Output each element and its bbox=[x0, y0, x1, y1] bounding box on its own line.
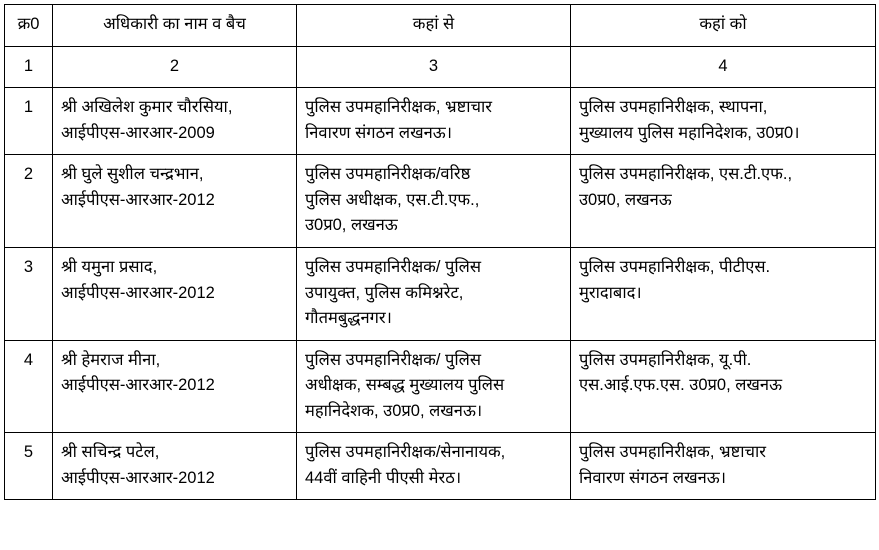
column-header-from: कहां से bbox=[297, 5, 571, 47]
text-line: पुलिस उपमहानिरीक्षक/वरिष्ठ bbox=[305, 165, 471, 184]
column-header-to: कहां को bbox=[571, 5, 876, 47]
row-officer-name bbox=[53, 340, 297, 433]
transfer-order-table bbox=[4, 4, 876, 500]
text-line: पुलिस उपमहानिरीक्षक, यू.पी. bbox=[579, 350, 752, 369]
column-header-officer-name: अधिकारी का नाम व बैच bbox=[53, 5, 297, 47]
text-line: आईपीएस-आरआर-2009 bbox=[61, 123, 215, 142]
text-line: आईपीएस-आरआर-2012 bbox=[61, 468, 215, 487]
text-line: आईपीएस-आरआर-2012 bbox=[61, 283, 215, 302]
row-serial: 3 bbox=[5, 247, 53, 340]
text-line: निवारण संगठन लखनऊ। bbox=[579, 468, 726, 487]
table-row bbox=[5, 247, 876, 340]
text-line: श्री हेमराज मीना, bbox=[61, 350, 161, 369]
text-line: पुलिस उपमहानिरीक्षक, भ्रष्टाचार bbox=[305, 98, 493, 117]
text-line: महानिदेशक, उ0प्र0, लखनऊ। bbox=[305, 401, 483, 420]
row-serial: 2 bbox=[5, 155, 53, 248]
text-line: श्री अखिलेश कुमार चौरसिया, bbox=[61, 98, 233, 117]
table-row bbox=[5, 88, 876, 155]
row-serial: 4 bbox=[5, 340, 53, 433]
row-officer-name bbox=[53, 88, 297, 155]
table-row bbox=[5, 433, 876, 500]
text-line: श्री घुले सुशील चन्द्रभान, bbox=[61, 165, 204, 184]
row-from bbox=[297, 247, 571, 340]
text-line: पुलिस उपमहानिरीक्षक, भ्रष्टाचार bbox=[579, 443, 767, 462]
row-from bbox=[297, 340, 571, 433]
table-body bbox=[5, 88, 876, 500]
table-row bbox=[5, 340, 876, 433]
text-line: पुलिस उपमहानिरीक्षक/सेनानायक, bbox=[305, 443, 506, 462]
row-from bbox=[297, 155, 571, 248]
row-to bbox=[571, 155, 876, 248]
text-line: 44वीं वाहिनी पीएसी मेरठ। bbox=[305, 468, 462, 487]
column-number-1: 1 bbox=[5, 46, 53, 88]
column-number-2: 2 bbox=[53, 46, 297, 88]
row-to bbox=[571, 433, 876, 500]
row-from bbox=[297, 88, 571, 155]
text-line: आईपीएस-आरआर-2012 bbox=[61, 376, 215, 395]
text-line: आईपीएस-आरआर-2012 bbox=[61, 190, 215, 209]
row-to bbox=[571, 247, 876, 340]
text-line: उ0प्र0, लखनऊ bbox=[579, 190, 672, 209]
table-row bbox=[5, 155, 876, 248]
row-to bbox=[571, 340, 876, 433]
row-serial: 5 bbox=[5, 433, 53, 500]
column-number-4: 4 bbox=[571, 46, 876, 88]
table-header-row bbox=[5, 5, 876, 47]
row-officer-name bbox=[53, 155, 297, 248]
text-line: उपायुक्त, पुलिस कमिश्नरेट, bbox=[305, 283, 464, 302]
text-line: पुलिस उपमहानिरीक्षक/ पुलिस bbox=[305, 350, 481, 369]
text-line: पुलिस अधीक्षक, एस.टी.एफ., bbox=[305, 190, 480, 209]
text-line: एस.आई.एफ.एस. उ0प्र0, लखनऊ bbox=[579, 376, 783, 395]
text-line: पुलिस उपमहानिरीक्षक/ पुलिस bbox=[305, 257, 481, 276]
column-number-3: 3 bbox=[297, 46, 571, 88]
text-line: पुलिस उपमहानिरीक्षक, पीटीएस. bbox=[579, 257, 771, 276]
text-line: पुलिस उपमहानिरीक्षक, स्थापना, bbox=[579, 98, 768, 117]
text-line: मुख्यालय पुलिस महानिदेशक, उ0प्र0। bbox=[579, 123, 800, 142]
text-line: गौतमबुद्धनगर। bbox=[305, 309, 392, 328]
text-line: उ0प्र0, लखनऊ bbox=[305, 216, 398, 235]
row-officer-name bbox=[53, 433, 297, 500]
text-line: पुलिस उपमहानिरीक्षक, एस.टी.एफ., bbox=[579, 165, 793, 184]
text-line: श्री यमुना प्रसाद, bbox=[61, 257, 158, 276]
column-header-serial: क्र0 bbox=[5, 5, 53, 47]
text-line: निवारण संगठन लखनऊ। bbox=[305, 123, 452, 142]
row-to bbox=[571, 88, 876, 155]
column-number-row bbox=[5, 46, 876, 88]
row-from bbox=[297, 433, 571, 500]
row-officer-name bbox=[53, 247, 297, 340]
text-line: श्री सचिन्द्र पटेल, bbox=[61, 443, 160, 462]
row-serial: 1 bbox=[5, 88, 53, 155]
text-line: मुरादाबाद। bbox=[579, 283, 642, 302]
text-line: अधीक्षक, सम्बद्ध मुख्यालय पुलिस bbox=[305, 376, 505, 395]
